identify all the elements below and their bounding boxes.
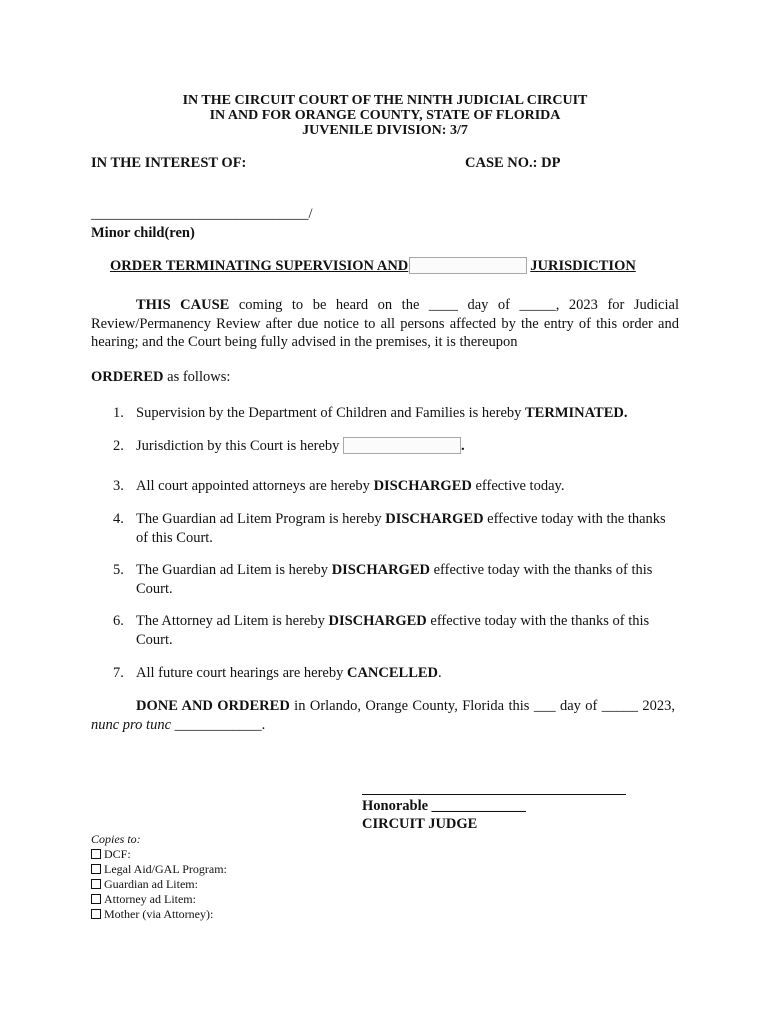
case-number-label: CASE NO.: DP bbox=[465, 155, 561, 171]
checkbox-dcf[interactable] bbox=[91, 849, 101, 859]
done-ordered-paragraph bbox=[91, 697, 675, 734]
item-text-pre: The Attorney ad Litem is hereby bbox=[136, 613, 329, 629]
court-header-line2: IN AND FOR ORANGE COUNTY, STATE OF FLORIDA bbox=[209, 108, 561, 123]
circuit-judge-label: CIRCUIT JUDGE bbox=[362, 816, 478, 832]
item-text bbox=[136, 561, 681, 598]
copies-item-label: Legal Aid/GAL Program: bbox=[104, 862, 227, 876]
item-number: 3. bbox=[113, 478, 124, 494]
copies-item bbox=[91, 907, 227, 922]
copies-item-label: Mother (via Attorney): bbox=[104, 907, 214, 921]
copies-item bbox=[91, 847, 227, 862]
item-text-bold: DISCHARGED bbox=[331, 562, 430, 578]
minor-children-label: Minor child(ren) bbox=[91, 225, 195, 241]
cause-lead: THIS CAUSE bbox=[136, 297, 230, 313]
item-text-pre: The Guardian ad Litem Program is hereby bbox=[136, 511, 386, 527]
item-text-post: . bbox=[438, 665, 442, 681]
ordered-text: as follows: bbox=[163, 369, 231, 385]
item-number: 1. bbox=[113, 405, 124, 421]
ordered-lead: ORDERED bbox=[91, 369, 164, 385]
checkbox-attorney-ad-litem[interactable] bbox=[91, 894, 101, 904]
ordered-line bbox=[91, 368, 230, 387]
done-lead: DONE AND ORDERED bbox=[136, 698, 290, 714]
item-number: 4. bbox=[113, 511, 124, 527]
item-text-bold: DISCHARGED bbox=[328, 613, 427, 629]
item-text bbox=[136, 477, 681, 496]
item-text bbox=[136, 612, 681, 649]
done-italic: nunc pro tunc bbox=[91, 716, 172, 733]
copies-to-label: Copies to: bbox=[91, 832, 141, 846]
copies-item bbox=[91, 892, 227, 907]
item-text-post: effective today. bbox=[471, 478, 565, 494]
item-text-pre: Jurisdiction by this Court is hereby bbox=[136, 438, 340, 454]
judge-signature-line bbox=[362, 794, 626, 795]
item-text-bold: DISCHARGED bbox=[385, 511, 484, 527]
item-text-pre: Supervision by the Department of Children and Families is hereby bbox=[136, 405, 526, 421]
honorable-line: Honorable _____________ bbox=[362, 798, 526, 814]
jurisdiction-status-dropdown[interactable] bbox=[343, 437, 461, 454]
copies-item-label: Attorney ad Litem: bbox=[104, 892, 196, 906]
item-number: 7. bbox=[113, 665, 124, 681]
court-header bbox=[0, 93, 770, 138]
order-title-part2: JURISDICTION bbox=[530, 258, 636, 274]
cause-text: coming to be heard on the ____ day of _____, 2023 for Judicial Review/Permanency Review after due notice to all persons affected by the entry of this order and hearing; and the Court being fully advised in the premises, it is thereupon bbox=[91, 297, 679, 350]
item-text-post: effective today with the thanks of this Court. bbox=[136, 562, 653, 597]
item-text bbox=[136, 404, 681, 423]
item-text-post: . bbox=[461, 438, 465, 454]
jurisdiction-type-dropdown[interactable] bbox=[409, 257, 527, 274]
copies-item bbox=[91, 877, 227, 892]
copies-to-section bbox=[91, 832, 227, 922]
item-text-pre: The Guardian ad Litem is hereby bbox=[136, 562, 332, 578]
item-text bbox=[136, 510, 681, 547]
court-header-line3: JUVENILE DIVISION: 3/7 bbox=[302, 123, 468, 138]
item-text bbox=[136, 664, 681, 683]
item-text-pre: All court appointed attorneys are hereby bbox=[136, 478, 374, 494]
done-tail: ____________. bbox=[171, 716, 266, 733]
child-name-line: ______________________________/ bbox=[91, 206, 313, 222]
copies-item-label: Guardian ad Litem: bbox=[104, 877, 198, 891]
item-text-bold: CANCELLED bbox=[346, 665, 439, 681]
order-title bbox=[110, 257, 636, 276]
item-text-bold: DISCHARGED bbox=[373, 478, 472, 494]
court-header-line1: IN THE CIRCUIT COURT OF THE NINTH JUDICIAL CIRCUIT bbox=[182, 93, 588, 108]
order-title-part1: ORDER TERMINATING SUPERVISION AND bbox=[110, 258, 409, 274]
item-text bbox=[136, 437, 681, 456]
item-number: 6. bbox=[113, 613, 124, 629]
checkbox-legal-aid[interactable] bbox=[91, 864, 101, 874]
item-text-pre: All future court hearings are hereby bbox=[136, 665, 347, 681]
item-text-bold: TERMINATED. bbox=[525, 405, 628, 421]
copies-item bbox=[91, 862, 227, 877]
checkbox-guardian-ad-litem[interactable] bbox=[91, 879, 101, 889]
item-number: 5. bbox=[113, 562, 124, 578]
item-text-post: effective today with the thanks of this Court. bbox=[136, 511, 666, 546]
item-text-post: effective today with the thanks of this Court. bbox=[136, 613, 650, 648]
copies-item-label: DCF: bbox=[104, 847, 131, 861]
interest-label: IN THE INTEREST OF: bbox=[91, 155, 247, 171]
item-number: 2. bbox=[113, 438, 124, 454]
cause-paragraph bbox=[91, 296, 679, 352]
done-text: in Orlando, Orange County, Florida this ___ day of _____ 2023, bbox=[289, 698, 676, 714]
checkbox-mother[interactable] bbox=[91, 909, 101, 919]
